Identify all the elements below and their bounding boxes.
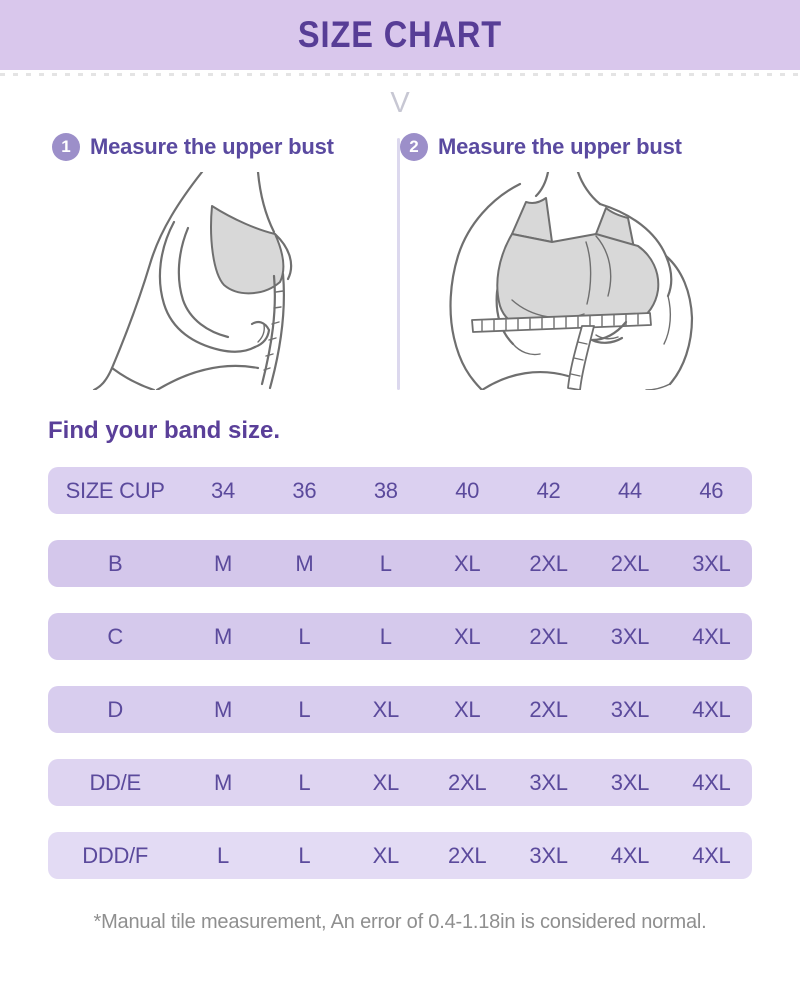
size-value: 2XL: [529, 623, 568, 649]
step-1-illustration: [62, 172, 372, 390]
size-value: M: [213, 550, 232, 576]
cup-label: D: [107, 696, 123, 722]
size-value: XL: [453, 623, 481, 649]
perforation-divider: [0, 73, 800, 76]
size-table: [48, 467, 752, 879]
step-1-number-badge: 1: [52, 133, 80, 161]
column-header: 34: [211, 477, 235, 503]
size-value: XL: [372, 696, 399, 722]
chevron-down-icon: V: [390, 87, 410, 119]
measurement-disclaimer: *Manual tile measurement, An error of 0.4-1.18in is considered normal.: [93, 911, 707, 933]
size-value: XL: [453, 550, 481, 576]
size-value: 4XL: [610, 842, 650, 868]
size-value: M: [295, 550, 314, 576]
step-1: [0, 130, 400, 395]
vertical-divider: [397, 138, 400, 390]
size-value: XL: [372, 769, 399, 795]
column-header: 40: [455, 477, 480, 503]
step-1-header: [0, 130, 400, 164]
size-value: M: [213, 623, 232, 649]
size-value: M: [213, 696, 232, 722]
table-row-cup-ddd-f: [48, 832, 752, 879]
size-value: L: [298, 696, 311, 722]
cup-label: DDD/F: [82, 842, 148, 868]
size-value: XL: [372, 842, 399, 868]
size-value: 3XL: [610, 623, 650, 649]
size-value: L: [379, 550, 392, 576]
size-value: L: [298, 842, 311, 868]
size-value: 2XL: [529, 696, 568, 722]
column-header: 44: [617, 477, 642, 503]
band-size-heading: Find your band size.: [48, 417, 281, 444]
table-row-cup-d: [48, 686, 752, 733]
size-value: 4XL: [692, 623, 731, 649]
column-header: 38: [373, 477, 398, 503]
size-value: 2XL: [448, 842, 487, 868]
step-2: [400, 130, 800, 395]
size-value: XL: [453, 696, 481, 722]
size-value: L: [298, 623, 311, 649]
size-value: L: [298, 769, 311, 795]
size-value: 4XL: [692, 769, 731, 795]
table-row-cup-dd-e: [48, 759, 752, 806]
page-title: SIZE CHART: [297, 14, 503, 55]
size-value: 4XL: [692, 696, 731, 722]
column-header: 42: [536, 477, 561, 503]
size-table-header-row: [48, 467, 752, 514]
table-row-cup-b: [48, 540, 752, 587]
size-value: 2XL: [610, 550, 650, 576]
size-value: 4XL: [692, 842, 731, 868]
size-value: 3XL: [529, 842, 568, 868]
size-value: 3XL: [529, 769, 568, 795]
size-value: 2XL: [448, 769, 487, 795]
size-value: L: [379, 623, 392, 649]
size-value: L: [217, 842, 229, 868]
column-header: 36: [292, 477, 317, 503]
size-value: 3XL: [610, 696, 650, 722]
cup-label: B: [107, 550, 123, 576]
size-value: M: [213, 769, 232, 795]
table-row-cup-c: [48, 613, 752, 660]
size-chart-banner: [0, 0, 800, 70]
step-2-header: [400, 130, 800, 164]
cup-label: C: [107, 623, 123, 649]
step-2-number-badge: 2: [400, 133, 428, 161]
size-value: 2XL: [529, 550, 568, 576]
step-1-label: Measure the upper bust: [90, 134, 334, 159]
size-value: 3XL: [610, 769, 650, 795]
column-header: 46: [699, 477, 724, 503]
cup-label: DD/E: [89, 769, 141, 795]
column-header: SIZE CUP: [65, 477, 165, 503]
size-value: 3XL: [692, 550, 731, 576]
step-2-label: Measure the upper bust: [438, 134, 682, 159]
measurement-steps: [0, 130, 800, 395]
step-2-illustration: [400, 172, 710, 390]
